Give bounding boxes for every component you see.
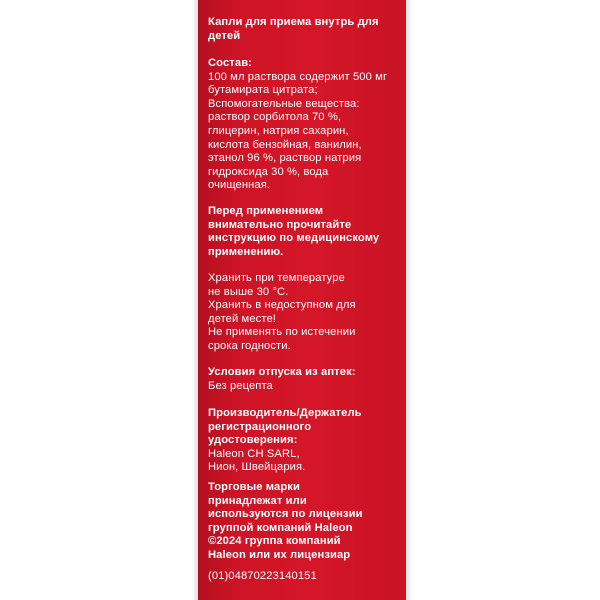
storage-line: Хранить при температуре xyxy=(208,272,345,284)
manufacturer-title-line: Производитель/Держатель xyxy=(208,407,362,419)
manufacturer-title-line: удостоверения: xyxy=(208,434,298,447)
box-edge-right xyxy=(406,0,412,600)
composition-line: очищенная. xyxy=(208,179,271,192)
composition-line: кислота бензойная, ванилин, xyxy=(208,138,362,151)
trademark-line: Торговые марки xyxy=(208,481,300,493)
barcode-number xyxy=(208,570,402,584)
storage-line: срока годности. xyxy=(208,339,291,352)
trademark-line: группой компаний Haleon xyxy=(208,521,353,534)
trademark-line: принадлежат или xyxy=(208,494,307,507)
storage-line: Хранить в недоступном для xyxy=(208,299,356,312)
warning-line: Перед применением xyxy=(208,205,324,217)
storage-line: Не применять по истечении xyxy=(208,326,356,339)
dispensing-title: Условия отпуска из аптек: xyxy=(208,366,356,378)
manufacturer-line: Нион, Швейцария. xyxy=(208,461,306,474)
heading-line: детей xyxy=(208,29,241,42)
warning-line: применению. xyxy=(208,245,284,258)
composition-line: Вспомогательные вещества: xyxy=(208,97,360,110)
composition-line: глицерин, натрия сахарин, xyxy=(208,124,349,137)
warning-line: инструкцию по медицинскому xyxy=(208,232,380,245)
composition-line: раствор сорбитола 70 %, xyxy=(208,111,342,124)
composition-line: этанол 96 %, раствор натрия xyxy=(208,152,362,165)
storage-line: детей месте! xyxy=(208,312,276,325)
barcode-text: (01)04870223140151 xyxy=(208,570,317,582)
dispensing-value: Без рецепта xyxy=(208,379,273,392)
product-form-heading xyxy=(208,16,402,43)
heading-line: Капли для приема внутрь для xyxy=(208,16,379,28)
trademark-line: Haleon или их лицензиар xyxy=(208,548,351,561)
composition-title: Состав: xyxy=(208,57,252,69)
storage-section xyxy=(208,272,402,354)
storage-line: не выше 30 °C. xyxy=(208,285,289,298)
warning-line: внимательно прочитайте xyxy=(208,218,352,231)
dispensing-section xyxy=(208,366,402,393)
manufacturer-title-line: регистрационного xyxy=(208,420,312,433)
trademark-line: используются по лицензии xyxy=(208,508,363,521)
instructions-warning xyxy=(208,205,402,259)
composition-line: бутамирата цитрата; xyxy=(208,84,318,97)
trademark-line: ©2024 группа компаний xyxy=(208,535,341,548)
manufacturer-line: Haleon CH SARL, xyxy=(208,447,300,460)
trademark-section xyxy=(208,481,402,563)
manufacturer-section xyxy=(208,407,402,475)
composition-section xyxy=(208,57,402,193)
composition-line: 100 мл раствора содержит 500 мг xyxy=(208,70,388,83)
composition-line: гидроксида 30 %, вода xyxy=(208,165,329,178)
red-label-panel xyxy=(198,0,406,600)
